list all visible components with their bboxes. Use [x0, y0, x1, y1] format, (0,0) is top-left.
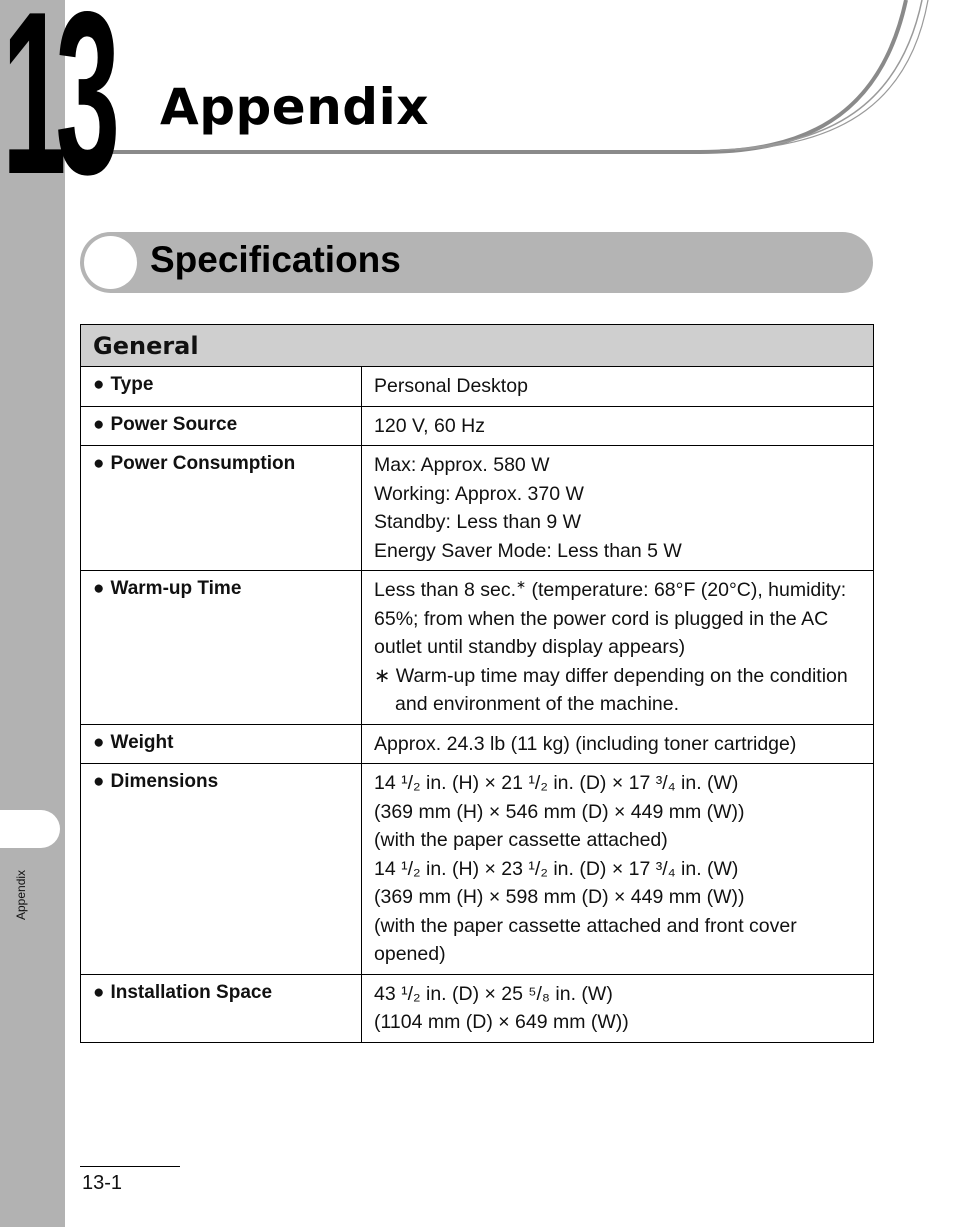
row-value	[362, 571, 874, 725]
chapter-number: 13	[2, 0, 110, 223]
header-swoosh	[0, 0, 954, 200]
row-label-text: Weight	[110, 731, 174, 753]
page-number: 13-1	[82, 1172, 123, 1194]
bullet-icon: ●	[93, 578, 105, 599]
chapter-title: Appendix	[160, 78, 429, 136]
value-line: 43 ¹/₂ in. (D) × 25 ⁵/₈ in. (W)	[374, 982, 613, 1005]
value-line: 120 V, 60 Hz	[374, 414, 485, 437]
footnote-line: ∗ Warm-up time may differ depending on the condition	[374, 664, 848, 687]
value-line: 14 ¹/₂ in. (H) × 21 ¹/₂ in. (D) × 17 ³/₄ in. (W)	[374, 772, 739, 794]
value-line: (369 mm (H) × 546 mm (D) × 449 mm (W))	[374, 800, 745, 823]
bullet-icon: ●	[93, 731, 105, 753]
row-label-text: Dimensions	[110, 771, 219, 792]
value-line: (with the paper cassette attached)	[374, 829, 668, 851]
row-label	[81, 764, 362, 975]
value-line: (with the paper cassette attached and front cover	[374, 914, 797, 937]
value-line: Working: Approx. 370 W	[374, 482, 584, 505]
row-label-text: Warm-up Time	[110, 578, 242, 599]
row-value	[362, 724, 874, 764]
spec-table	[80, 324, 874, 1043]
bullet-icon: ●	[93, 374, 105, 395]
bullet-icon: ●	[93, 771, 105, 792]
value-line	[374, 576, 865, 605]
row-value	[362, 764, 874, 975]
bullet-icon: ●	[93, 453, 105, 474]
value-line: outlet until standby display appears)	[374, 636, 686, 658]
table-row	[81, 764, 874, 975]
side-label: Appendix	[14, 869, 28, 920]
row-value	[362, 406, 874, 446]
footnote-marker: ∗	[516, 577, 527, 592]
row-label	[81, 724, 362, 764]
table-row	[81, 367, 874, 407]
table-header: General	[81, 325, 874, 367]
row-label	[81, 446, 362, 571]
table-row	[81, 974, 874, 1042]
row-label-text: Type	[110, 374, 154, 395]
row-label	[81, 406, 362, 446]
footer-rule	[80, 1166, 180, 1167]
row-label	[81, 571, 362, 725]
value-text: (temperature: 68°F (20°C), humidity:	[526, 579, 847, 601]
row-value	[362, 367, 874, 407]
value-line: Approx. 24.3 lb (11 kg) (including toner cartridge)	[374, 732, 797, 755]
bullet-icon: ●	[93, 413, 105, 435]
value-line: 65%; from when the power cord is plugged in the AC	[374, 607, 829, 630]
value-line: Personal Desktop	[374, 375, 528, 397]
row-value	[362, 446, 874, 571]
section-title: Specifications	[150, 239, 401, 280]
value-text: Less than 8 sec.	[374, 579, 517, 601]
row-value	[362, 974, 874, 1042]
row-label	[81, 974, 362, 1042]
row-label-text: Installation Space	[110, 981, 273, 1003]
table-row	[81, 724, 874, 764]
footnote-line: and environment of the machine.	[395, 693, 680, 715]
value-line: Standby: Less than 9 W	[374, 511, 582, 533]
bullet-icon: ●	[93, 981, 105, 1003]
value-line: (1104 mm (D) × 649 mm (W))	[374, 1011, 629, 1033]
value-line: (369 mm (H) × 598 mm (D) × 449 mm (W))	[374, 886, 745, 908]
chapter-tab	[0, 810, 60, 848]
value-line: Energy Saver Mode: Less than 5 W	[374, 539, 682, 562]
row-label-text: Power Source	[110, 413, 238, 435]
value-line: Max: Approx. 580 W	[374, 454, 550, 476]
table-row	[81, 446, 874, 571]
row-label-text: Power Consumption	[110, 453, 296, 474]
table-row	[81, 571, 874, 725]
table-row	[81, 406, 874, 446]
value-line: 14 ¹/₂ in. (H) × 23 ¹/₂ in. (D) × 17 ³/₄ in. (W)	[374, 857, 739, 880]
section-circle	[84, 236, 137, 289]
value-line: opened)	[374, 943, 446, 965]
row-label	[81, 367, 362, 407]
